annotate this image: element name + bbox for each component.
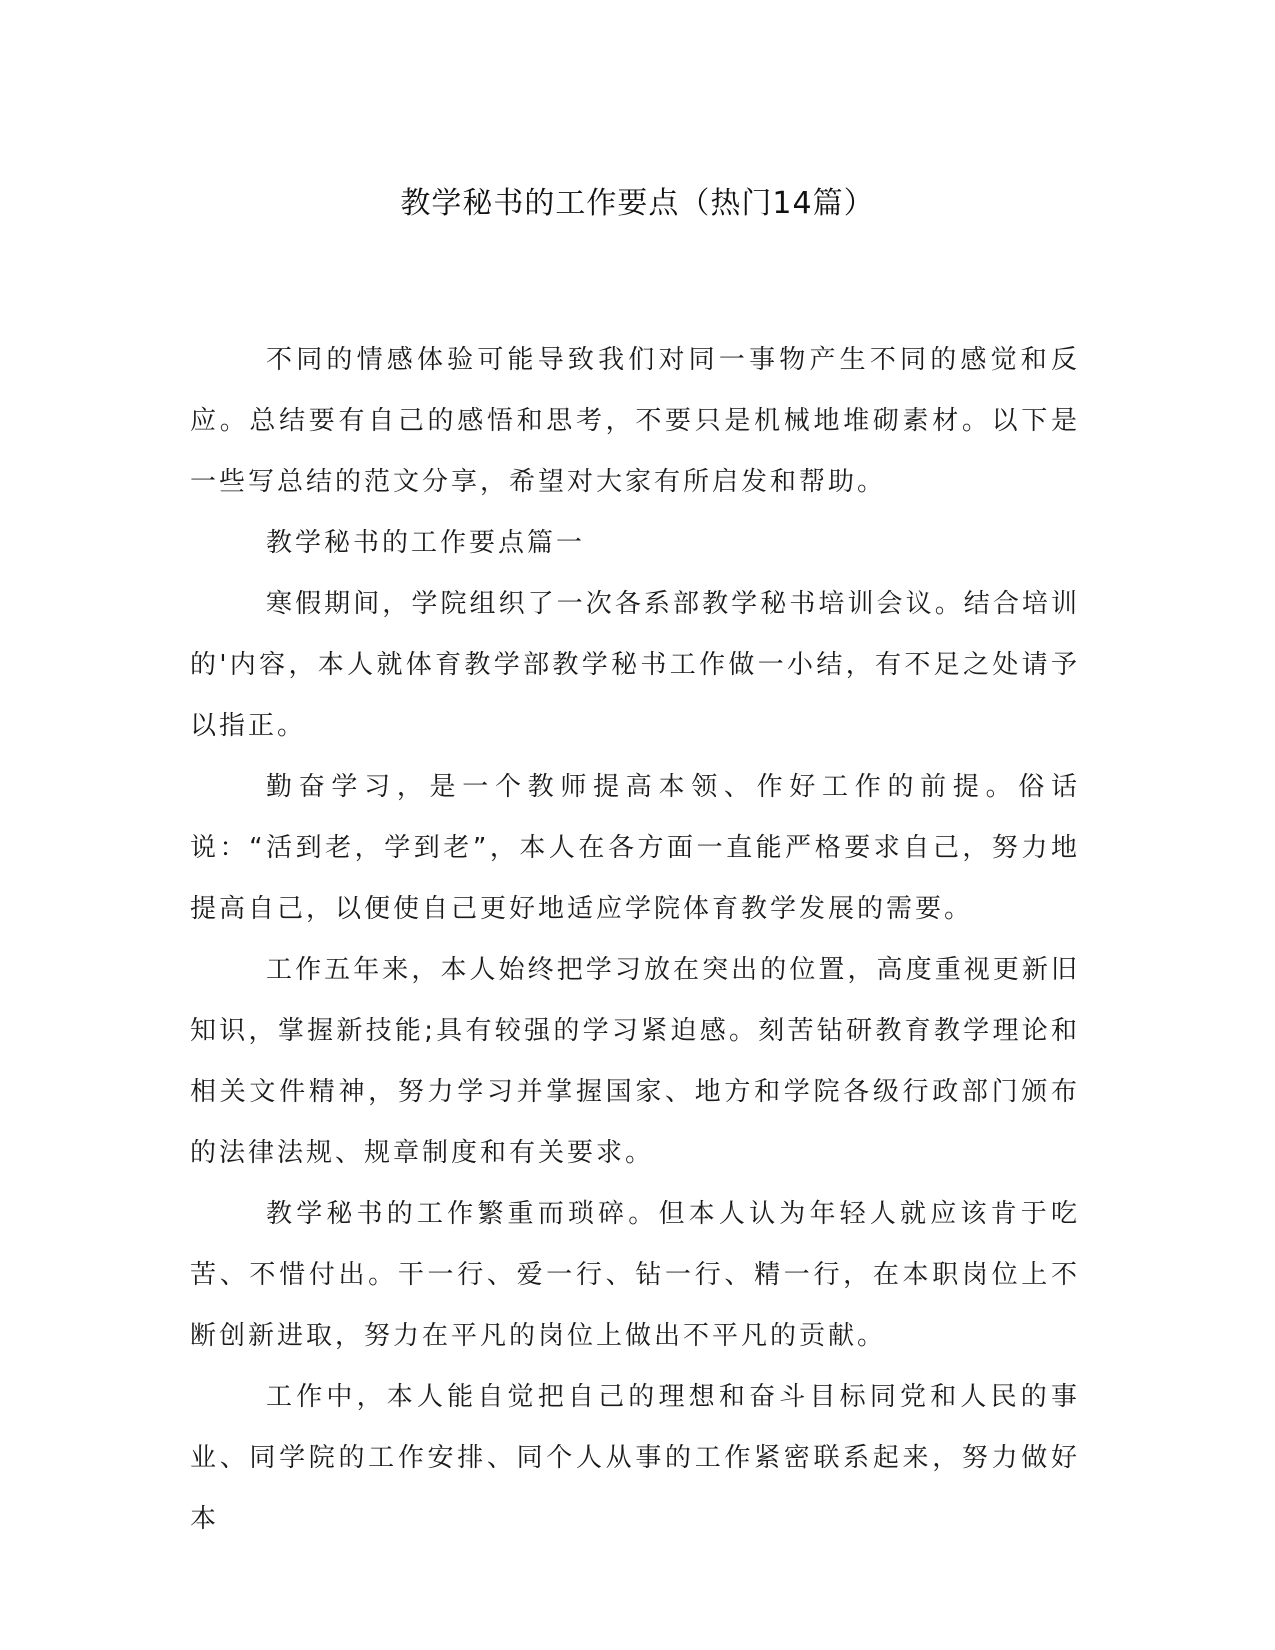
document-body [190, 330, 1080, 1550]
paragraph-intro: 不同的情感体验可能导致我们对同一事物产生不同的感觉和反应。总结要有自己的感悟和思考，不要只是机械地堆砌素材。以下是一些写总结的范文分享，希望对大家有所启发和帮助。 [190, 345, 1080, 497]
document-title: 教学秘书的工作要点（热门14篇） [400, 186, 875, 221]
paragraph: 寒假期间，学院组织了一次各系部教学秘书培训会议。结合培训的'内容，本人就体育教学部教学秘书工作做一小结，有不足之处请予以指正。 [190, 589, 1080, 741]
paragraph: 工作中，本人能自觉把自己的理想和奋斗目标同党和人民的事业、同学院的工作安排、同个人从事的工作紧密联系起来，努力做好本 [190, 1382, 1080, 1534]
paragraph: 教学秘书的工作繁重而琐碎。但本人认为年轻人就应该肯于吃苦、不惜付出。干一行、爱一行、钻一行、精一行，在本职岗位上不断创新进取，努力在平凡的岗位上做出不平凡的贡献。 [190, 1199, 1080, 1351]
paragraph: 工作五年来，本人始终把学习放在突出的位置，高度重视更新旧知识，掌握新技能;具有较强的学习紧迫感。刻苦钻研教育教学理论和相关文件精神，努力学习并掌握国家、地方和学院各级行政部门颁布的法律法规、规章制度和有关要求。 [190, 955, 1080, 1168]
section-heading: 教学秘书的工作要点篇一 [266, 528, 586, 558]
paragraph: 勤奋学习，是一个教师提高本领、作好工作的前提。俗话说：“活到老，学到老”，本人在各方面一直能严格要求自己，努力地提高自己，以便使自己更好地适应学院体育教学发展的需要。 [190, 772, 1080, 924]
